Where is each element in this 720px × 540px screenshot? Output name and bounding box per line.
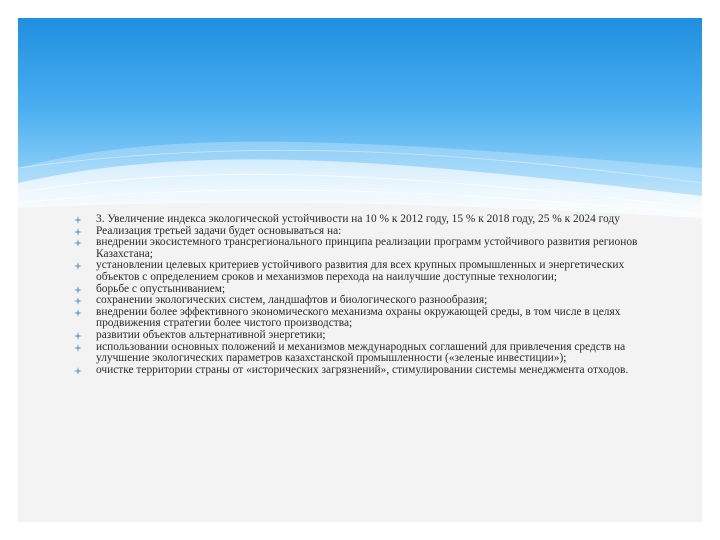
bullet-text: сохранении экологических систем, ландшафтов и биологического разнообразия;: [96, 294, 488, 307]
bullet-item: [74, 342, 659, 365]
bullet-item: [74, 260, 659, 283]
star-bullet-icon: [74, 262, 82, 270]
star-bullet-icon: [74, 367, 82, 375]
bullet-item: [74, 237, 659, 260]
bullet-text: 3. Увеличение индекса экологической устойчивости на 10 % к 2012 году, 15 % к 2018 году, 25 % к 2024 году: [96, 213, 620, 225]
bullet-text: использовании основных положений и механизмов международных соглашений для привлечения средств на улучшение экологических параметров казахстанской промышленности («зеленые инвестиции»);: [96, 340, 626, 365]
star-bullet-icon: [74, 297, 82, 305]
bullet-text: Реализация третьей задачи будет основываться на:: [96, 224, 342, 237]
star-bullet-icon: [74, 228, 82, 236]
bullet-item: [74, 365, 659, 377]
bullet-item: [74, 307, 659, 330]
bullet-list: [74, 214, 659, 376]
sky-wave-banner: [18, 18, 702, 218]
bullet-text: развитии объектов альтернативной энергетики;: [96, 328, 326, 341]
star-bullet-icon: [74, 239, 82, 247]
bullet-content: [74, 214, 659, 376]
bullet-text: внедрении экосистемного трансрегионального принципа реализации программ устойчивого развития регионов Казахстана;: [96, 236, 638, 260]
star-bullet-icon: [74, 344, 82, 352]
bullet-text: внедрении более эффективного экономического механизма охраны окружающей среды, в том числе в целях продвижения стратегии более чистого производства;: [96, 305, 621, 330]
star-bullet-icon: [74, 216, 82, 224]
slide: [18, 18, 702, 522]
bullet-text: установлении целевых критериев устойчивого развития для всех крупных промышленных и энергетических объектов с определением сроков и механизмов перехода на наилучшие доступные технологии;: [96, 259, 625, 283]
star-bullet-icon: [74, 332, 82, 340]
bullet-text: борьбе с опустыниванием;: [96, 282, 226, 295]
star-bullet-icon: [74, 286, 82, 294]
bullet-text: очистке территории страны от «исторических загрязнений», стимулировании системы менеджмента отходов.: [96, 363, 629, 376]
star-bullet-icon: [74, 309, 82, 317]
